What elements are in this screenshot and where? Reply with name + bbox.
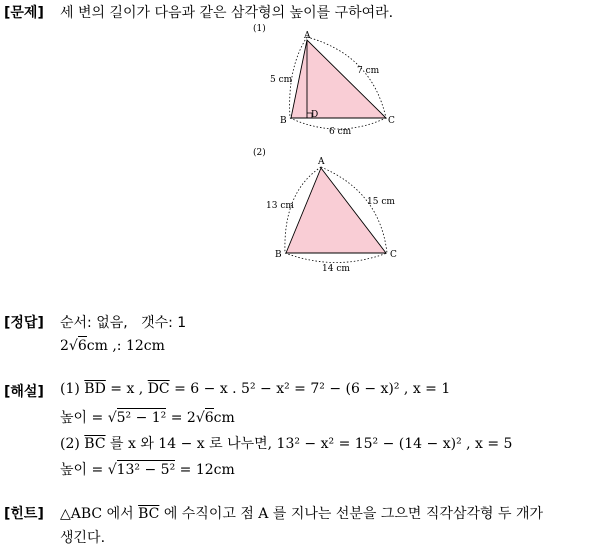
sol-l2-radicand-2: 6 [204, 410, 214, 426]
sol-l4-part1: 높이 = [60, 462, 108, 478]
segment-dc: $\overline{DC}$ [147, 381, 170, 397]
segment-bd: $\overline{BD}$ [84, 381, 106, 397]
figure-1-number: (1) [253, 24, 266, 34]
sol-l2-radicand: 5² − 1² [116, 410, 167, 426]
fig1-vertex-b: B [280, 116, 287, 126]
answer-radicand: 6 [77, 338, 87, 354]
answer-line-1 [60, 312, 186, 332]
sol-l2-part1: 높이 = [60, 410, 108, 426]
solution-line-3 [60, 433, 512, 453]
answer-count: 갯수: 1 [141, 315, 187, 331]
fig2-side-ac: 15 cm [367, 197, 395, 207]
solution-line-4 [60, 459, 235, 479]
fig1-side-bc: 6 cm [329, 127, 352, 137]
segment-bc-hint: $\overline{BC}$ [138, 506, 160, 522]
problem-text: 세 변의 길이가 다음과 같은 삼각형의 높이를 구하여라. [60, 5, 394, 21]
sol-l3-part2: 를 x 와 14 − x 로 나누면, 13² − x² = 15² − (14 − x)² , x = 5 [110, 436, 513, 452]
sol-l4-part2: = 12cm [179, 462, 235, 478]
answer-line-2 [60, 338, 165, 354]
triangle-1 [291, 40, 386, 118]
triangle-2 [286, 168, 386, 253]
hint-tag: [힌트] [4, 506, 44, 522]
hint-l1-part1: △ABC 에서 [60, 506, 134, 522]
sol-l3-part1: (2) [60, 436, 80, 452]
answer-order: 순서: 없음, [60, 315, 128, 331]
fig2-vertex-b: B [275, 250, 282, 260]
hint-line-1 [60, 503, 543, 523]
segment-bc: $\overline{BC}$ [84, 436, 106, 452]
fig2-side-bc: 14 cm [322, 264, 350, 274]
sol-l4-radicand: 13² − 5² [116, 462, 176, 478]
sqrt-icon: √ [195, 410, 205, 426]
figure-2-number: (2) [253, 148, 266, 158]
answer-coef: 2 [60, 338, 69, 354]
solution-tag: [해설] [4, 384, 44, 400]
sol-l1-part2: = x , [110, 381, 144, 397]
sqrt-icon: √ [68, 338, 78, 354]
fig2-vertex-a: A [318, 157, 325, 167]
solution-line-2 [60, 407, 235, 427]
hint-line-2: 생긴다. [60, 530, 106, 546]
answer-rest: cm ,: 12cm [86, 338, 165, 354]
fig1-vertex-d: D [311, 110, 319, 120]
fig2-vertex-c: C [390, 250, 397, 260]
fig1-side-ab: 5 cm [270, 75, 293, 85]
problem-tag: [문제] [4, 5, 44, 21]
figure-1 [253, 23, 395, 137]
figure-2 [253, 147, 397, 274]
fig1-vertex-a: A [304, 31, 311, 41]
sol-l1-part3: = 6 − x . 5² − x² = 7² − (6 − x)² , x = 1 [174, 381, 451, 397]
fig1-side-ac: 7 cm [357, 66, 380, 76]
sqrt-icon: √ [107, 410, 117, 426]
hint-l1-part2: 에 수직이고 점 A 를 지나는 선분을 그으면 직각삼각형 두 개가 [163, 506, 543, 522]
sqrt-icon: √ [107, 462, 117, 478]
sol-l1-part1: (1) [60, 381, 80, 397]
sol-l2-part2: = 2 [170, 410, 196, 426]
sol-l2-part3: cm [213, 410, 235, 426]
solution-line-1 [60, 381, 450, 397]
fig1-vertex-c: C [388, 116, 395, 126]
fig2-side-ab: 13 cm [266, 201, 294, 211]
answer-tag: [정답] [4, 315, 44, 331]
arc-bc-2 [285, 253, 387, 263]
